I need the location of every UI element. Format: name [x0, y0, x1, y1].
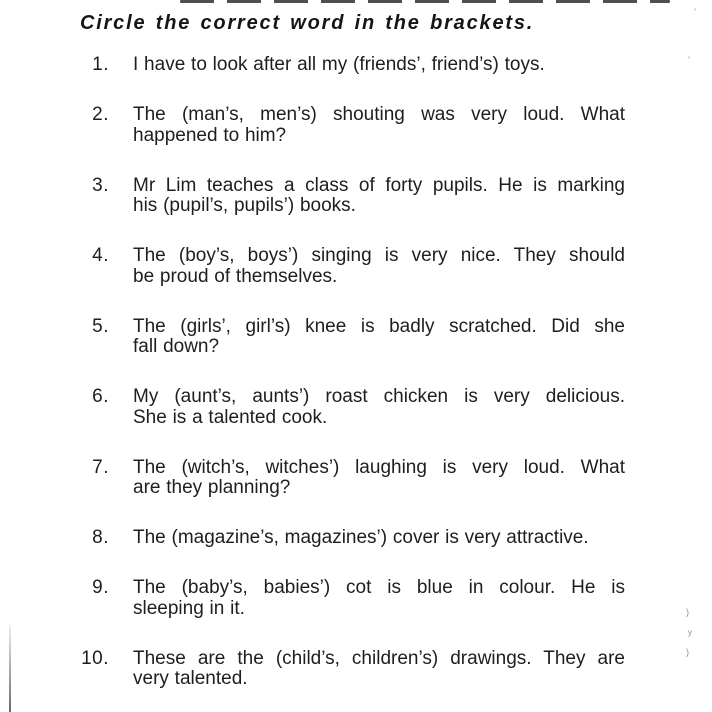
question-item	[0, 649, 712, 690]
question-text	[133, 105, 625, 146]
question-item	[0, 246, 712, 287]
scan-speck: y	[688, 628, 692, 637]
question-number: 7.	[92, 456, 109, 478]
scan-speck: )	[686, 647, 689, 657]
question-line: are they planning?	[133, 477, 291, 498]
scan-speck: ’	[688, 55, 690, 65]
question-line: very talented.	[133, 668, 248, 689]
worksheet-title: Circle the correct word in the brackets.	[80, 12, 535, 34]
question-text	[133, 176, 625, 217]
question-number: 6.	[92, 386, 109, 407]
question-text	[133, 55, 625, 76]
question-line: The (witch’s, witches’) laughing is very loud. What	[133, 456, 625, 478]
question-text	[133, 317, 625, 358]
question-list	[0, 55, 712, 712]
scan-speck: ’	[694, 7, 696, 17]
question-item	[0, 458, 712, 499]
question-number: 3.	[92, 174, 109, 196]
question-text	[133, 387, 625, 428]
question-item	[0, 578, 712, 619]
question-line: The (magazine’s, magazines’) cover is very attractive.	[133, 527, 589, 548]
question-line: I have to look after all my (friends’, friend’s) toys.	[133, 54, 545, 75]
question-item	[0, 55, 712, 76]
question-number: 1.	[92, 54, 109, 75]
scan-artifact-top-edge-line	[180, 0, 670, 3]
question-item	[0, 387, 712, 428]
question-text	[133, 649, 625, 690]
question-line: happened to him?	[133, 124, 287, 146]
question-line: be proud of themselves.	[133, 265, 338, 287]
question-number: 9.	[92, 577, 109, 598]
question-item	[0, 105, 712, 146]
question-text	[133, 578, 625, 619]
question-text	[133, 458, 625, 499]
question-number: 8.	[92, 527, 109, 548]
question-line: These are the (child’s, children’s) drawings. They are	[133, 647, 625, 669]
question-item	[0, 528, 712, 549]
question-number: 2.	[92, 104, 109, 125]
question-line: The (girls’, girl’s) knee is badly scratched. Did she	[133, 315, 625, 337]
question-text	[133, 528, 625, 549]
question-number: 10.	[81, 647, 109, 669]
question-line: The (baby’s, babies’) cot is blue in colour. He is	[133, 577, 625, 598]
question-line: The (man’s, men’s) shouting was very loud. What	[133, 104, 625, 125]
question-line: sleeping in it.	[133, 597, 245, 619]
scan-speck: )	[686, 607, 689, 617]
question-line: My (aunt’s, aunts’) roast chicken is very delicious.	[133, 386, 625, 407]
question-number: 5.	[92, 315, 109, 337]
question-item	[0, 176, 712, 217]
question-line: She is a talented cook.	[133, 406, 328, 428]
question-line: The (boy’s, boys’) singing is very nice. They should	[133, 245, 625, 266]
question-item	[0, 317, 712, 358]
question-line: fall down?	[133, 336, 220, 357]
question-text	[133, 246, 625, 287]
question-line: his (pupil’s, pupils’) books.	[133, 195, 356, 216]
question-line: Mr Lim teaches a class of forty pupils. He is marking	[133, 174, 625, 196]
question-number: 4.	[92, 245, 109, 266]
